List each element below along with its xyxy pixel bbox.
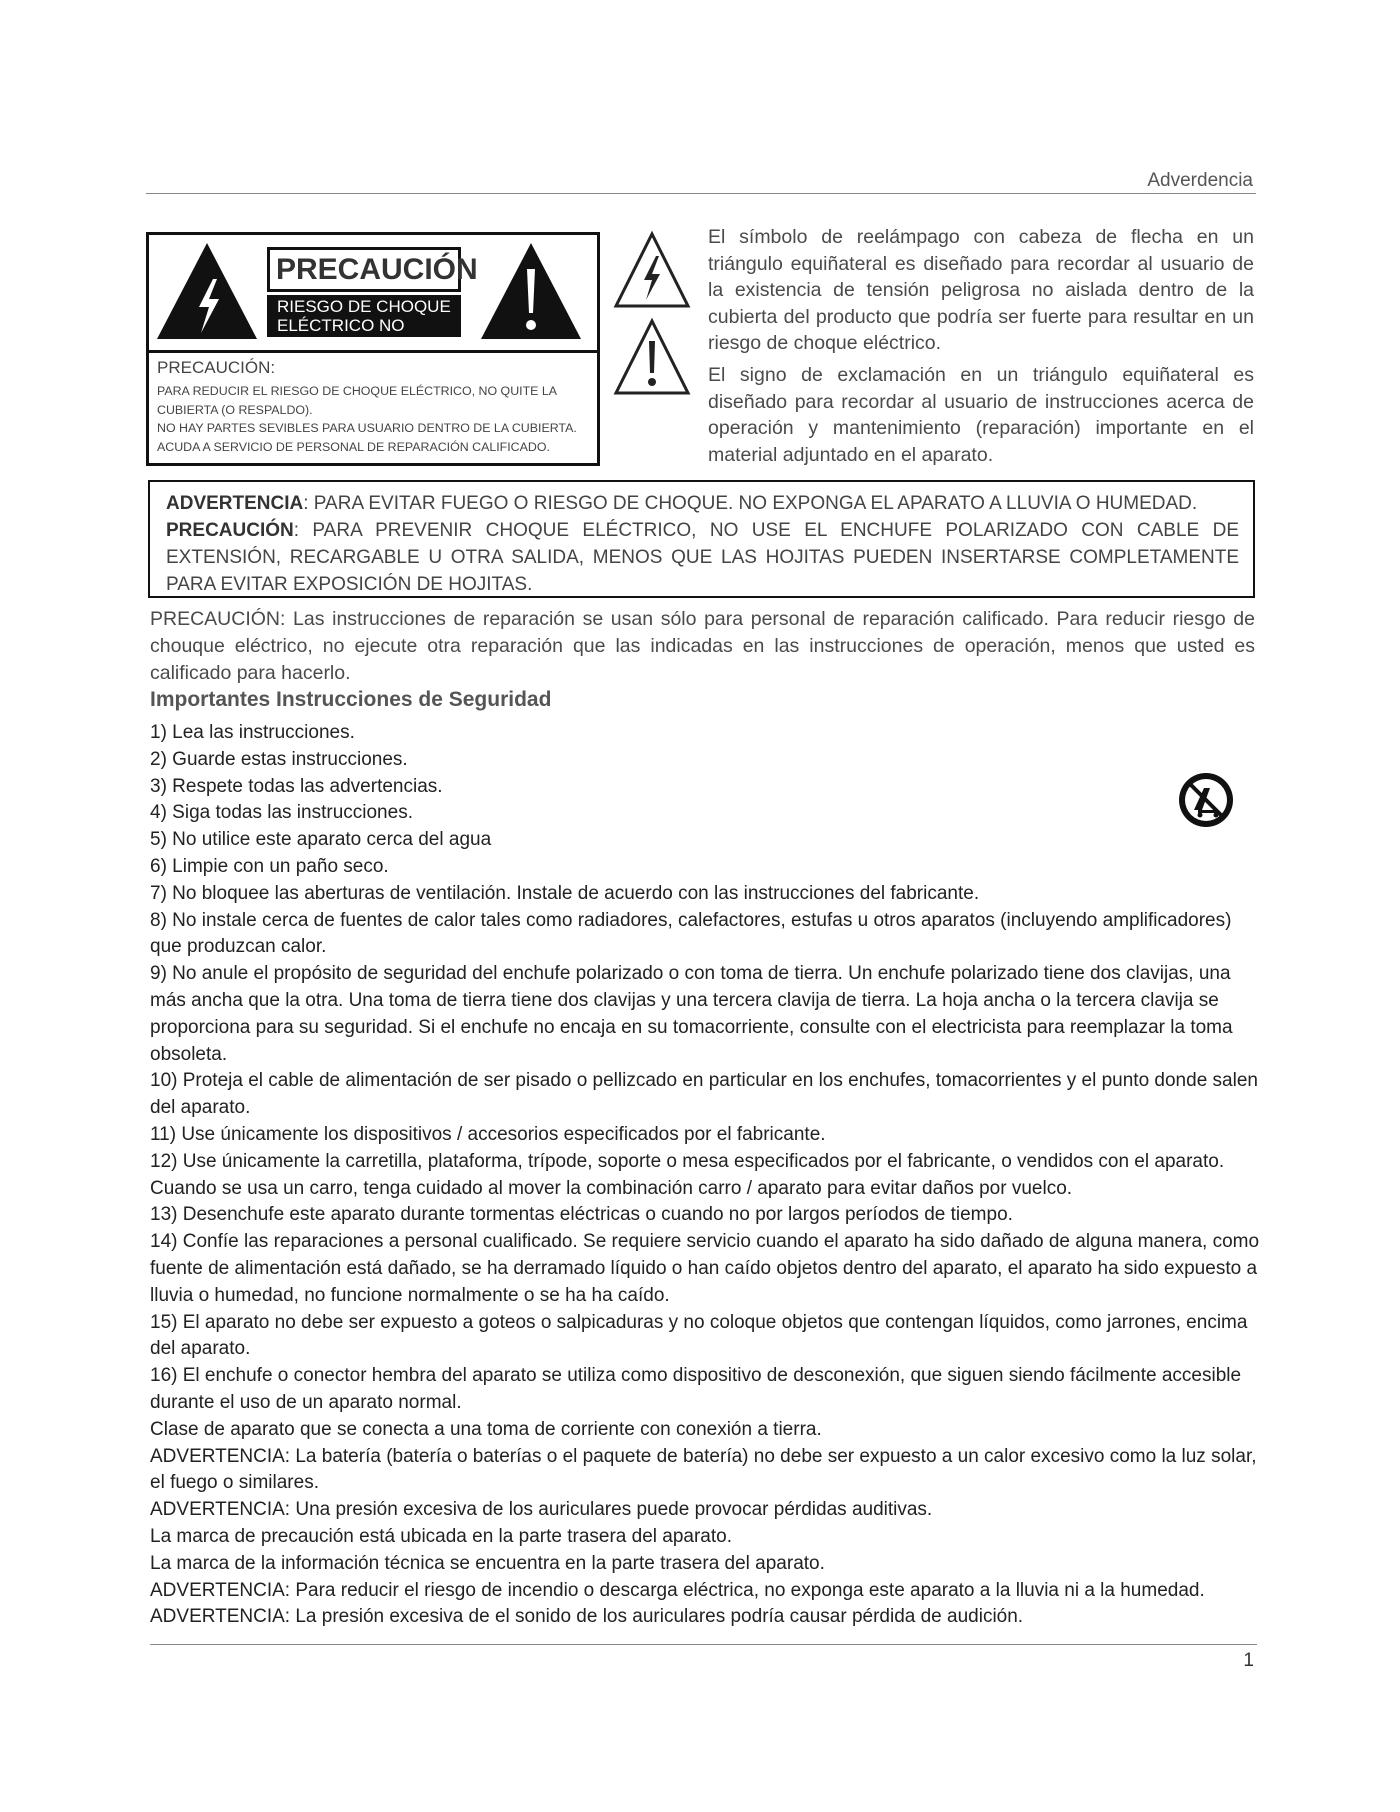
lightning-triangle-icon: [612, 230, 692, 314]
page-number: 1: [1243, 1650, 1254, 1671]
list-item: 13) Desenchufe este aparato durante tormentas eléctricas o cuando no por largos períodos de tiempo.: [150, 1204, 1013, 1226]
exclamation-triangle-icon: [612, 317, 692, 401]
caution-label-center: [267, 247, 478, 354]
warning-box: [148, 480, 1255, 598]
list-item: 3) Respete todas las advertencias.: [150, 775, 443, 797]
list-item: 8) No instale cerca de fuentes de calor tales como radiadores, calefactores, estufas u otros aparatos (incluyendo amplificadores) que produzcan calor.: [150, 909, 1232, 958]
safety-instructions-list: [150, 720, 1260, 1631]
caution-label-bottom: [157, 358, 597, 456]
exclamation-symbol-description: El signo de exclamación en un triángulo equiñateral es diseñado para recordar al usuario de instrucciones acerca de operación y mantenimiento (reparación) importante en el material adjuntado en el aparato.: [708, 364, 1254, 466]
warning-precaucion-label: PRECAUCIÓN: [166, 520, 294, 541]
list-item: ADVERTENCIA: Para reducir el riesgo de incendio o descarga eléctrica, no exponga este aparato a la lluvia ni a la humedad.: [150, 1579, 1205, 1601]
header-divider: [146, 193, 1256, 194]
caution-label-sub-line2: ELÉCTRICO NO ABRA: [277, 316, 405, 354]
caution-bottom-line: ACUDA A SERVICIO DE PERSONAL DE REPARACIÓN CALIFICADO.: [157, 439, 550, 454]
list-item: 7) No bloquee las aberturas de ventilación. Instale de acuerdo con las instrucciones del fabricante.: [150, 882, 980, 904]
caution-label-subtitle: [267, 295, 461, 354]
safety-section-title: Importantes Instrucciones de Seguridad: [150, 688, 552, 711]
list-item: 2) Guarde estas instrucciones.: [150, 748, 408, 770]
caution-bottom-line: PARA REDUCIR EL RIESGO DE CHOQUE ELÉCTRICO, NO QUITE LA: [157, 384, 558, 398]
lightning-warning-icon: [155, 241, 259, 341]
warning-advertencia-text: : PARA EVITAR FUEGO O RIESGO DE CHOQUE. NO EXPONGA EL APARATO A LLUVIA O HUMEDAD.: [303, 493, 1198, 514]
list-item: 1) Lea las instrucciones.: [150, 722, 355, 743]
list-item: 14) Confíe las reparaciones a personal cualificado. Se requiere servicio cuando el aparato ha sido dañado de alguna manera, como fuente de alimentación está dañado, se ha derramado líquido o han caído objetos dentro del aparato, el aparato ha sido expuesto a lluvia o humedad, no funcione normalmente o se ha ha caído.: [150, 1231, 1260, 1306]
warning-precaucion-text: : PARA PREVENIR CHOQUE ELÉCTRICO, NO USE EL ENCHUFE POLARIZADO CON CABLE DE EXTENSIÓN, RECARGABLE U OTRA SALIDA, MENOS QUE LAS HOJITAS PUEDEN INSERTARSE COMPLETAMENTE PARA EVITAR EXPOSICIÓN DE HOJITAS.: [166, 520, 1239, 595]
caution-bottom-title: PRECAUCIÓN:: [157, 358, 276, 377]
list-item: 11) Use únicamente los dispositivos / accesorios especificados por el fabricante.: [150, 1123, 826, 1145]
list-item: 15) El aparato no debe ser expuesto a goteos o salpicaduras y no coloque objetos que contengan líquidos, como jarrones, encima del aparato.: [150, 1311, 1248, 1360]
caution-label-top: [149, 235, 597, 353]
list-item: ADVERTENCIA: La presión excesiva de el sonido de los auriculares podría causar pérdida de audición.: [150, 1606, 1024, 1628]
lightning-symbol-description: El símbolo de reelámpago con cabeza de flecha en un triángulo equiñateral es diseñado para recordar al usuario de la existencia de tensión peligrosa no aislada dentro de la cubierta del producto que podría ser fuerte para resultar en un riesgo de choque eléctrico.: [708, 226, 1254, 354]
list-item: 5) No utilice este aparato cerca del agua: [150, 829, 492, 851]
list-item: 16) El enchufe o conector hembra del aparato se utiliza como dispositivo de desconexión, que siguen siendo fácilmente accesible durante el uso de un aparato normal.: [150, 1365, 1242, 1413]
list-item: ADVERTENCIA: Una presión excesiva de los auriculares puede provocar pérdidas auditivas.: [150, 1499, 933, 1521]
caution-bottom-line: NO HAY PARTES SEVIBLES PARA USUARIO DENTRO DE LA CUBIERTA.: [157, 421, 577, 435]
footer-divider: [150, 1644, 1257, 1645]
exclamation-warning-icon: [479, 241, 583, 341]
list-item: La marca de precaución está ubicada en la parte trasera del aparato.: [150, 1525, 732, 1547]
caution-label-sub-line1: RIESGO DE CHOQUE: [277, 297, 451, 316]
page-header-title: Adverdencia: [1147, 170, 1253, 191]
symbols-column: [612, 230, 692, 401]
list-item: ADVERTENCIA: La batería (batería o baterías o el paquete de batería) no debe ser expuesto a un calor excesivo como la luz solar, el fuego o similares.: [150, 1445, 1257, 1494]
precaution-paragraph: PRECAUCIÓN: Las instrucciones de reparación se usan sólo para personal de reparación calificado. Para reducir riesgo de chouque eléctrico, no ejecute otra reparación que las indicadas en las instrucciones de operación, menos que usted es calificado para hacerlo.: [150, 608, 1255, 684]
caution-bottom-line: CUBIERTA (O RESPALDO).: [157, 402, 313, 417]
list-item: 9) No anule el propósito de seguridad del enchufe polarizado o con toma de tierra. Un enchufe polarizado tiene dos clavijas, una más ancha que la otra. Una toma de tierra tiene dos clavijas y una tercera clavija de tierra. La hoja ancha o la tercera clavija se proporciona para su seguridad. Si el enchufe no encaja en su tomacorriente, consulte con el electricista para reemplazar la toma obsoleta.: [150, 963, 1233, 1065]
caution-label: [146, 232, 600, 466]
caution-label-title: PRECAUCIÓN: [267, 247, 461, 292]
list-item: 12) Use únicamente la carretilla, plataforma, trípode, soporte o mesa especificados por el fabricante, o vendidos con el aparato. Cuando se usa un carro, tenga cuidado al mover la combinación carro / aparato para evitar daños por vuelco.: [150, 1150, 1225, 1199]
list-item: 6) Limpie con un paño seco.: [150, 855, 389, 877]
list-item: 4) Siga todas las instrucciones.: [150, 802, 413, 824]
list-item: 10) Proteja el cable de alimentación de ser pisado o pellizcado en particular en los enchufes, tomacorrientes y el punto donde salen del aparato.: [150, 1070, 1258, 1119]
list-item: La marca de la información técnica se encuentra en la parte trasera del aparato.: [150, 1552, 825, 1574]
warning-advertencia-label: ADVERTENCIA: [166, 493, 304, 514]
list-item: Clase de aparato que se conecta a una toma de corriente con conexión a tierra.: [150, 1418, 822, 1440]
